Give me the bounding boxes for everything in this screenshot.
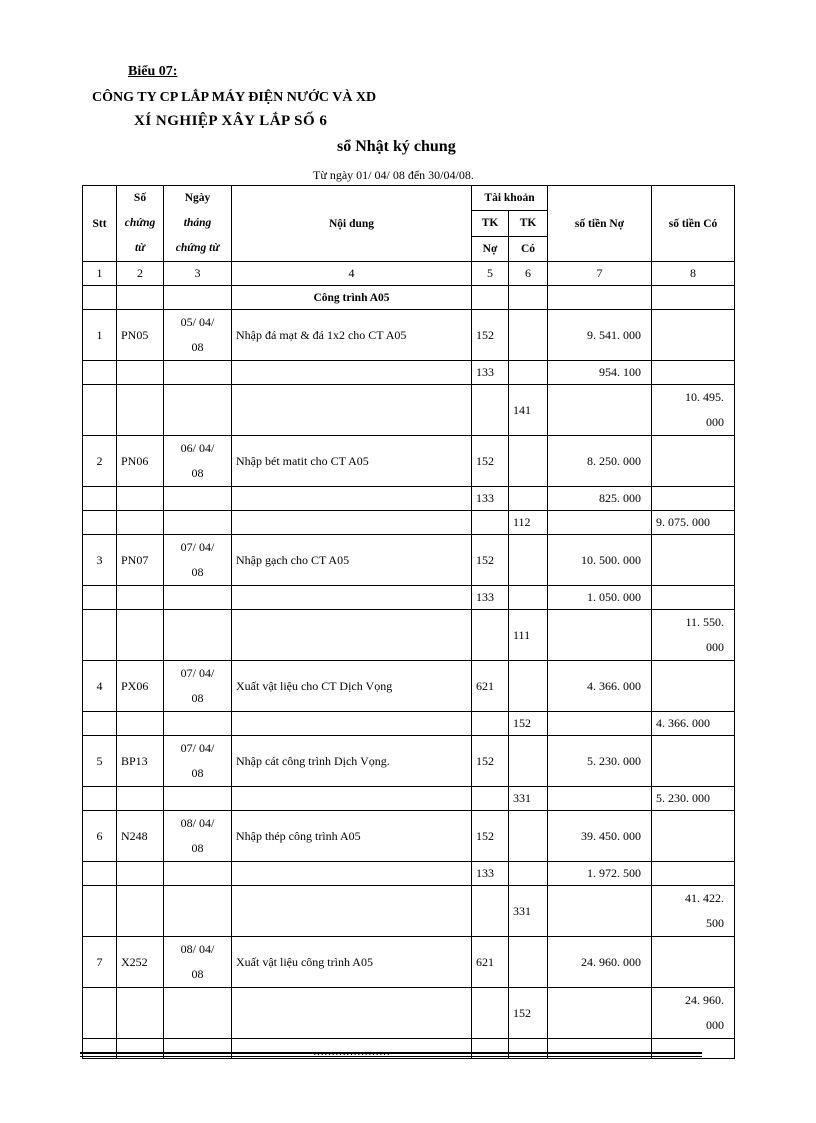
doc-cell: PN06	[117, 436, 164, 487]
debit-acc-cell: 152	[472, 736, 509, 787]
col-debit-acc-2: Nợ	[472, 236, 509, 261]
stt-cell: 1	[83, 310, 117, 361]
content-cell: Xuất vật liệu cho CT Dịch Vọng	[232, 661, 472, 712]
table-row	[83, 988, 735, 1039]
debit-amount-cell: 10. 500. 000	[548, 535, 652, 586]
col-credit-amount: số tiền Có	[652, 186, 735, 262]
debit-acc-cell: 621	[472, 661, 509, 712]
credit-acc-cell: 331	[509, 886, 548, 937]
table-row	[83, 661, 735, 712]
stt-cell: 3	[83, 535, 117, 586]
col-number: 2	[117, 262, 164, 286]
debit-amount-cell: 1. 050. 000	[548, 586, 652, 610]
date-cell: 07/ 04/ 08	[164, 661, 232, 712]
credit-amount-cell: 10. 495. 000	[652, 385, 735, 436]
credit-amount-cell: 41. 422. 500	[652, 886, 735, 937]
col-debit-acc: TK	[472, 211, 509, 236]
date-cell: 08/ 04/ 08	[164, 811, 232, 862]
header-row-1	[83, 186, 735, 211]
debit-acc-cell: 152	[472, 436, 509, 487]
section-row	[83, 286, 735, 310]
debit-acc-cell: 152	[472, 310, 509, 361]
col-number: 8	[652, 262, 735, 286]
debit-amount-cell: 954. 100	[548, 361, 652, 385]
table-row	[83, 535, 735, 586]
credit-amount-cell: 4. 366. 000	[652, 712, 735, 736]
table-row	[83, 610, 735, 661]
stt-cell: 2	[83, 436, 117, 487]
debit-acc-cell: 621	[472, 937, 509, 988]
debit-amount-cell: 8. 250. 000	[548, 436, 652, 487]
date-cell: 05/ 04/ 08	[164, 310, 232, 361]
table-row	[83, 811, 735, 862]
table-row	[83, 712, 735, 736]
content-cell: Nhập cát công trình Dịch Vọng.	[232, 736, 472, 787]
footer-rule-thin	[80, 1056, 702, 1057]
content-cell: Nhập đá mạt & đá 1x2 cho CT A05	[232, 310, 472, 361]
credit-acc-cell: 141	[509, 385, 548, 436]
col-number: 5	[472, 262, 509, 286]
table-row	[83, 487, 735, 511]
table-row	[83, 511, 735, 535]
credit-amount-cell: 9. 075. 000	[652, 511, 735, 535]
col-number: 1	[83, 262, 117, 286]
content-cell: Nhập gạch cho CT A05	[232, 535, 472, 586]
stt-cell: 4	[83, 661, 117, 712]
debit-acc-cell: 133	[472, 487, 509, 511]
stt-cell: 6	[83, 811, 117, 862]
table-row	[83, 862, 735, 886]
date-cell: 07/ 04/ 08	[164, 736, 232, 787]
debit-amount-cell: 1. 972. 500	[548, 862, 652, 886]
section-title: Công trình A05	[232, 286, 472, 310]
doc-cell: X252	[117, 937, 164, 988]
date-cell: 08/ 04/ 08	[164, 937, 232, 988]
table-row	[83, 787, 735, 811]
col-debit-amount: số tiền Nợ	[548, 186, 652, 262]
debit-acc-cell: 133	[472, 361, 509, 385]
col-number: 4	[232, 262, 472, 286]
col-account: Tài khoản	[472, 186, 548, 211]
table-row	[83, 385, 735, 436]
col-stt: Stt	[83, 186, 117, 262]
credit-amount-cell: 11. 550. 000	[652, 610, 735, 661]
credit-acc-cell: 152	[509, 712, 548, 736]
stt-cell: 7	[83, 937, 117, 988]
footer-rule	[80, 1052, 702, 1054]
credit-acc-cell: 152	[509, 988, 548, 1039]
table-row	[83, 310, 735, 361]
debit-amount-cell: 5. 230. 000	[548, 736, 652, 787]
col-number: 7	[548, 262, 652, 286]
table-row	[83, 937, 735, 988]
credit-acc-cell: 331	[509, 787, 548, 811]
col-number: 3	[164, 262, 232, 286]
col-number: 6	[509, 262, 548, 286]
debit-acc-cell: 152	[472, 811, 509, 862]
form-label: Biểu 07:	[128, 64, 178, 79]
doc-cell: PN05	[117, 310, 164, 361]
table-row	[83, 586, 735, 610]
date-cell: 07/ 04/ 08	[164, 535, 232, 586]
doc-cell: PN07	[117, 535, 164, 586]
debit-acc-cell: 152	[472, 535, 509, 586]
col-credit-acc: TK	[509, 211, 548, 236]
credit-acc-cell: 111	[509, 610, 548, 661]
col-doc-no: Số chứng từ	[117, 186, 164, 262]
col-content: Nội dung	[232, 186, 472, 262]
table-row	[83, 736, 735, 787]
doc-cell: BP13	[117, 736, 164, 787]
debit-acc-cell: 133	[472, 586, 509, 610]
col-credit-acc-2: Có	[509, 236, 548, 261]
doc-cell: PX06	[117, 661, 164, 712]
journal-table	[82, 185, 735, 1059]
table-row	[83, 361, 735, 385]
branch-name: XÍ NGHIỆP XÂY LẮP SỐ 6	[134, 113, 328, 129]
credit-amount-cell: 5. 230. 000	[652, 787, 735, 811]
content-cell: Nhập bét matit cho CT A05	[232, 436, 472, 487]
date-cell: 06/ 04/ 08	[164, 436, 232, 487]
content-cell: Xuất vật liệu công trình A05	[232, 937, 472, 988]
table-row	[83, 886, 735, 937]
debit-acc-cell: 133	[472, 862, 509, 886]
debit-amount-cell: 39. 450. 000	[548, 811, 652, 862]
debit-amount-cell: 24. 960. 000	[548, 937, 652, 988]
column-number-row	[83, 262, 735, 286]
col-date: Ngày tháng chứng từ	[164, 186, 232, 262]
page-title: sổ Nhật ký chung	[337, 138, 456, 155]
stt-cell: 5	[83, 736, 117, 787]
credit-amount-cell: 24. 960. 000	[652, 988, 735, 1039]
debit-amount-cell: 825. 000	[548, 487, 652, 511]
period-label: Từ ngày 01/ 04/ 08 đến 30/04/08.	[313, 168, 474, 182]
debit-amount-cell: 9. 541. 000	[548, 310, 652, 361]
debit-amount-cell: 4. 366. 000	[548, 661, 652, 712]
credit-acc-cell: 112	[509, 511, 548, 535]
company-name: CÔNG TY CP LẮP MÁY ĐIỆN NƯỚC VÀ XD	[92, 90, 377, 105]
content-cell: Nhập thép công trình A05	[232, 811, 472, 862]
table-row	[83, 436, 735, 487]
doc-cell: N248	[117, 811, 164, 862]
